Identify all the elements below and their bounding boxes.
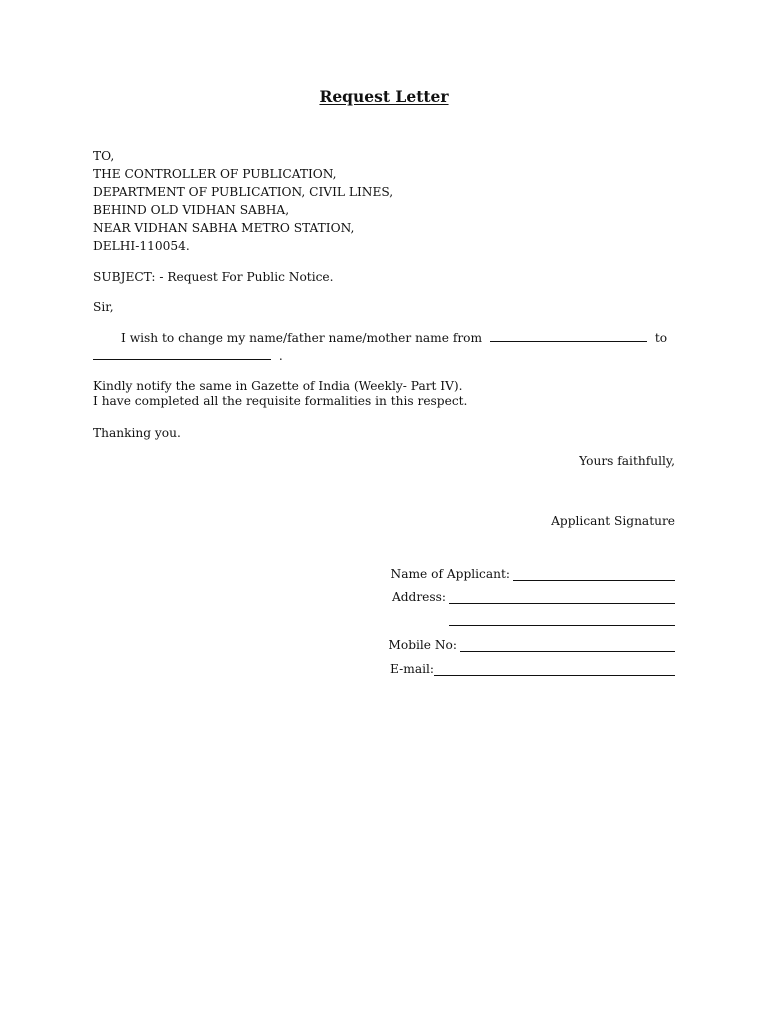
page-title: Request Letter: [319, 87, 449, 106]
salutation: Sir,: [93, 300, 114, 314]
address-line-controller: THE CONTROLLER OF PUBLICATION,: [93, 167, 337, 181]
mobile-field: [388, 638, 675, 652]
body-text-to: to: [654, 331, 668, 345]
closing-line: Yours faithfully,: [579, 454, 675, 468]
address-line-near: NEAR VIDHAN SABHA METRO STATION,: [93, 221, 355, 235]
address-field-continued: [446, 614, 675, 626]
address-field: [392, 590, 675, 604]
address-line-city: DELHI-110054.: [93, 239, 190, 253]
name-input-line[interactable]: [513, 569, 675, 581]
address-line-department: DEPARTMENT OF PUBLICATION, CIVIL LINES,: [93, 185, 394, 199]
subject-line: SUBJECT: - Request For Public Notice.: [93, 270, 334, 284]
address-line-behind: BEHIND OLD VIDHAN SABHA,: [93, 203, 290, 217]
new-name-blank[interactable]: [93, 348, 271, 360]
mobile-label: Mobile No:: [388, 638, 457, 652]
body-line-1: [93, 329, 667, 347]
body-line-2: [93, 347, 283, 365]
body-text-start: I wish to change my name/father name/mother name from: [121, 331, 483, 345]
notify-line-2: I have completed all the requisite formalities in this respect.: [93, 394, 468, 408]
address-input-line-1[interactable]: [449, 592, 675, 604]
body-text-period: .: [278, 349, 283, 363]
thanks-line: Thanking you.: [93, 426, 181, 440]
signature-label: Applicant Signature: [551, 514, 675, 528]
email-label: E-mail:: [390, 662, 434, 676]
address-line-to: TO,: [93, 149, 115, 163]
mobile-input-line[interactable]: [460, 640, 675, 652]
address-label: Address:: [391, 590, 446, 604]
old-name-blank[interactable]: [490, 330, 647, 342]
email-field: [390, 662, 675, 676]
name-label: Name of Applicant:: [390, 567, 510, 581]
name-field: [391, 567, 675, 581]
notify-line-1: Kindly notify the same in Gazette of India (Weekly- Part IV).: [93, 379, 463, 393]
email-input-line[interactable]: [434, 664, 675, 676]
address-input-line-2[interactable]: [449, 614, 675, 626]
